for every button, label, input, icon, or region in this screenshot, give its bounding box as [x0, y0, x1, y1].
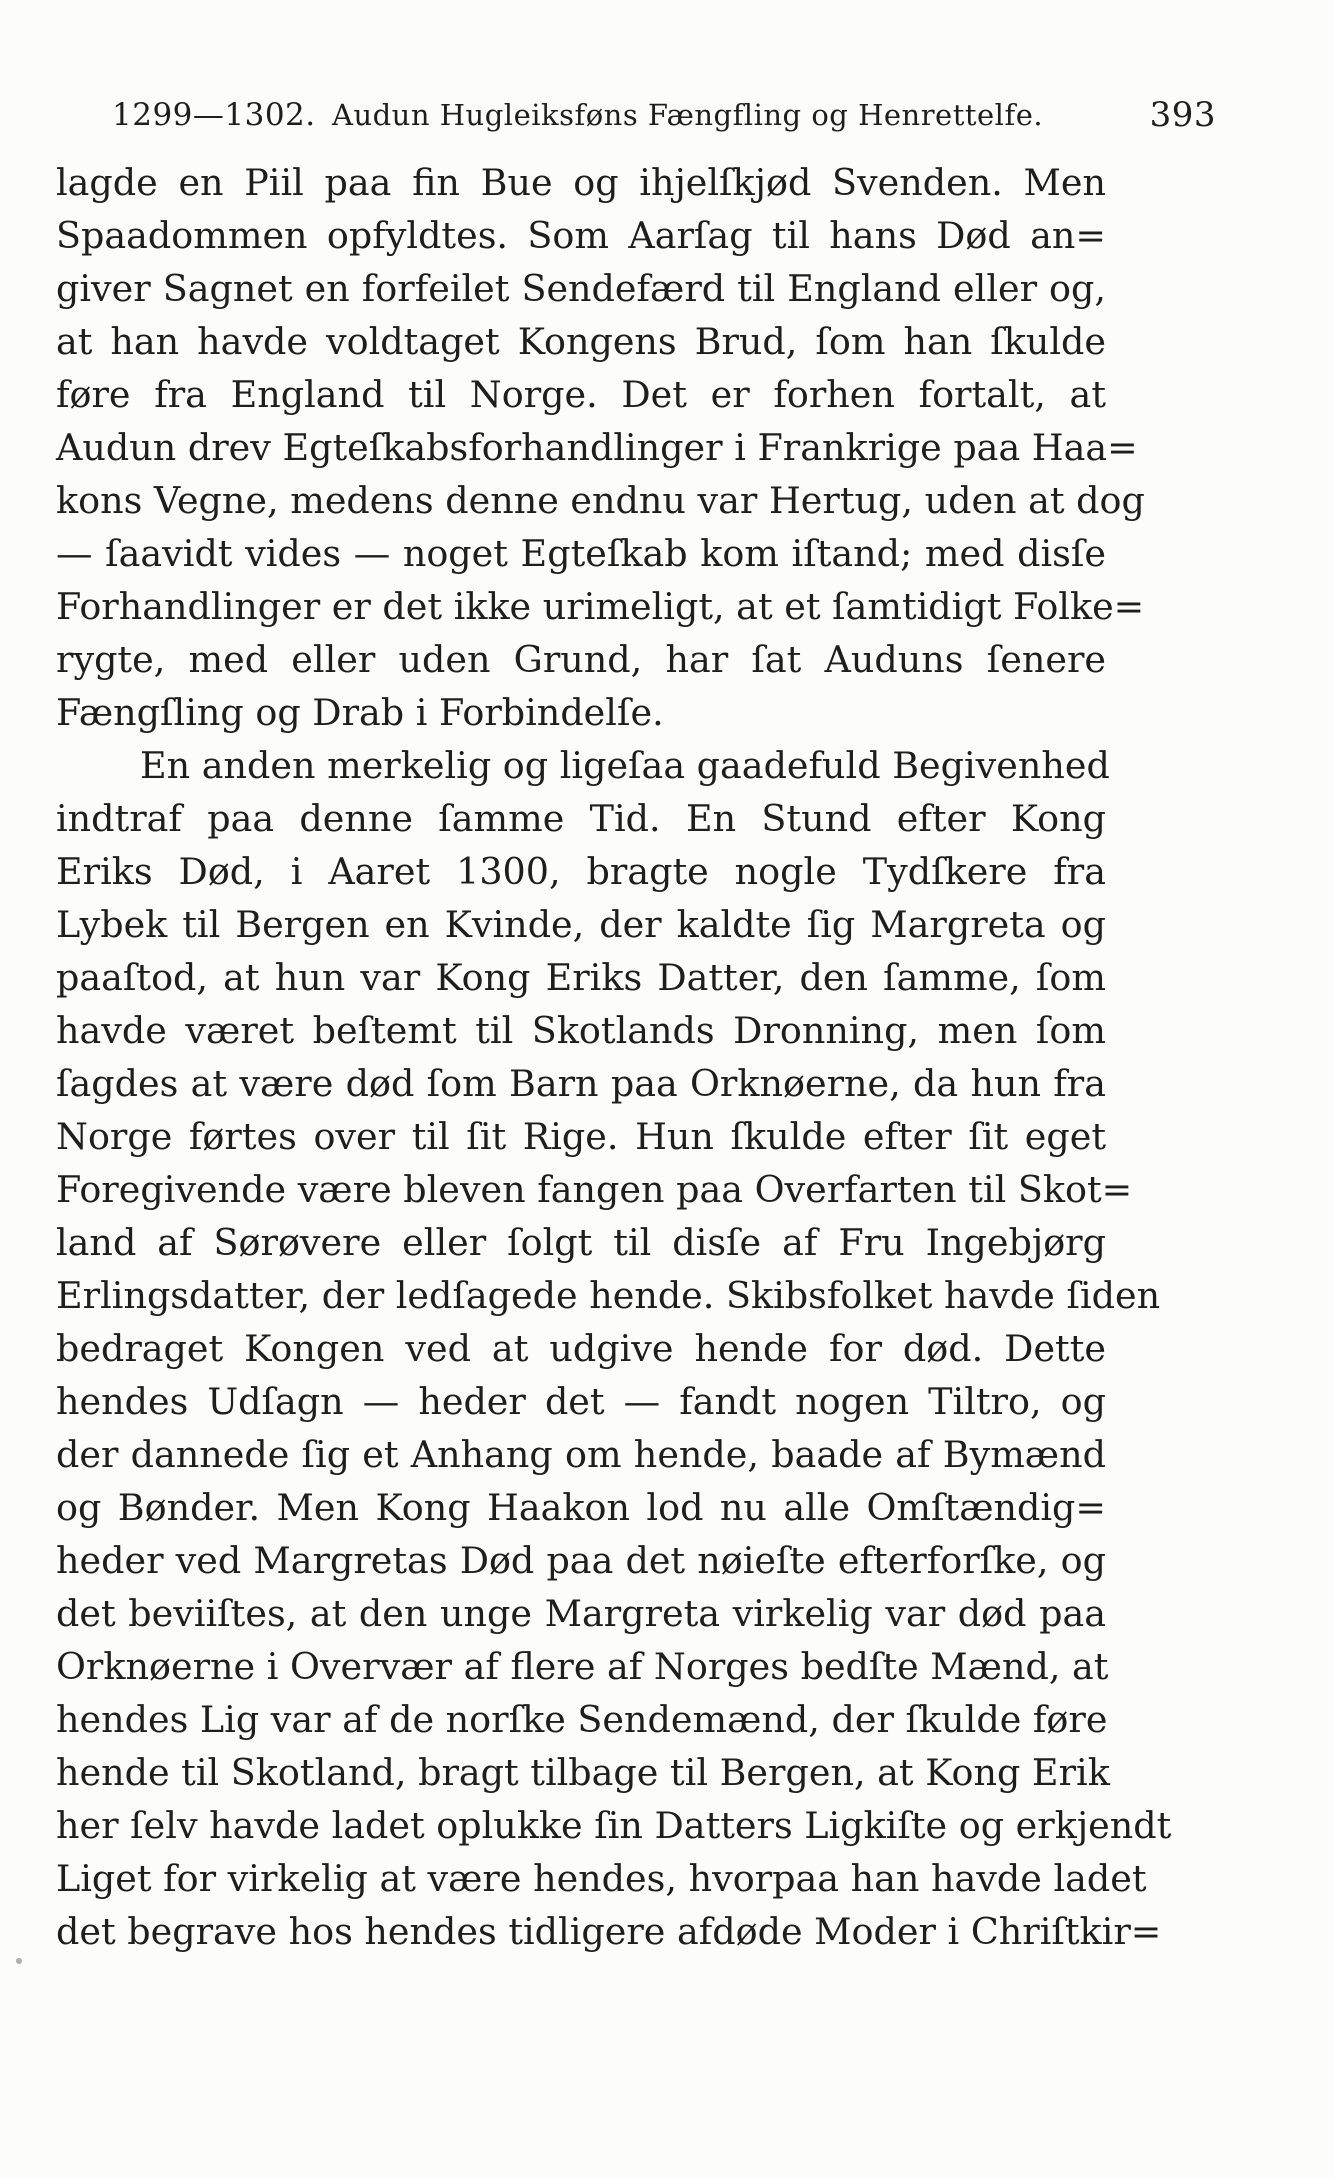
- text-line: lagde en Piil paa fin Bue og ihjelſkjød Svenden. Men: [56, 161, 1106, 204]
- text-line: Forhandlinger er det ikke urimeligt, at et ſamtidigt Folke=: [56, 585, 1145, 628]
- text-line: Norge førtes over til ſit Rige. Hun ſkulde efter ſit eget: [56, 1115, 1106, 1158]
- text-line: Audun drev Egteſkabsforhandlinger i Frankrige paa Haa=: [56, 426, 1138, 469]
- header-years: 1299—1302.: [112, 97, 316, 133]
- text-line: føre fra England til Norge. Det er forhen fortalt, at: [56, 373, 1106, 416]
- text-line: heder ved Margretas Død paa det nøieſte efterforſke, og: [56, 1539, 1106, 1582]
- text-line: land af Sørøvere eller ſolgt til disſe af Fru Ingebjørg: [56, 1221, 1106, 1264]
- text-line: rygte, med eller uden Grund, har ſat Auduns ſenere: [56, 638, 1106, 681]
- text-line: hendes Lig var af de norſke Sendemænd, der ſkulde føre: [56, 1698, 1108, 1741]
- text-line: indtraf paa denne ſamme Tid. En Stund efter Kong: [56, 797, 1106, 840]
- body-text: [56, 156, 1172, 1958]
- text-line: hendes Udſagn — heder det — fandt nogen Tiltro, og: [56, 1380, 1106, 1423]
- text-line: Liget for virkelig at være hendes, hvorpaa han havde ladet: [56, 1857, 1147, 1900]
- text-line-paragraph-start: En anden merkelig og ligeſaa gaadefuld Begivenhed: [140, 744, 1110, 787]
- text-line: Eriks Død, i Aaret 1300, bragte nogle Tydſkere fra: [56, 850, 1106, 893]
- text-line: her ſelv havde ladet oplukke ſin Datters Ligkiſte og erkjendt: [56, 1804, 1172, 1847]
- text-line: havde været beſtemt til Skotlands Dronning, men ſom: [56, 1009, 1106, 1052]
- text-line: at han havde voldtaget Kongens Brud, ſom han ſkulde: [56, 320, 1106, 363]
- margin-dot: [16, 1958, 22, 1964]
- text-line: — ſaavidt vides — noget Egteſkab kom iſtand; med disſe: [56, 532, 1106, 575]
- text-line: Spaadommen opfyldtes. Som Aarſag til hans Død an=: [56, 214, 1106, 257]
- text-line: paaſtod, at hun var Kong Eriks Datter, den ſamme, ſom: [56, 956, 1106, 999]
- header-running-title: Audun Hugleiksføns Fængfling og Henrettelfe.: [332, 98, 1044, 132]
- text-line: det begrave hos hendes tidligere afdøde Moder i Chriſtkir=: [56, 1910, 1162, 1953]
- page-number: 393: [1149, 95, 1216, 135]
- running-header: [112, 90, 1216, 140]
- text-line-paragraph-end: Fængſling og Drab i Forbindelſe.: [56, 691, 664, 734]
- text-line: hende til Skotland, bragt tilbage til Bergen, at Kong Erik: [56, 1751, 1110, 1794]
- text-line: det beviiſtes, at den unge Margreta virkelig var død paa: [56, 1592, 1106, 1635]
- text-line: giver Sagnet en forfeilet Sendefærd til England eller og,: [56, 267, 1106, 310]
- text-line: Erlingsdatter, der ledſagede hende. Skibsfolket havde ſiden: [56, 1274, 1161, 1317]
- text-line: bedraget Kongen ved at udgive hende for død. Dette: [56, 1327, 1106, 1370]
- text-line: Foregivende være bleven fangen paa Overfarten til Skot=: [56, 1168, 1133, 1211]
- text-line: Lybek til Bergen en Kvinde, der kaldte ſig Margreta og: [56, 903, 1106, 946]
- text-line: ſagdes at være død ſom Barn paa Orknøerne, da hun fra: [56, 1062, 1106, 1105]
- text-line: Orknøerne i Overvær af flere af Norges bedſte Mænd, at: [56, 1645, 1109, 1688]
- text-line: kons Vegne, medens denne endnu var Hertug, uden at dog: [56, 479, 1145, 522]
- text-line: og Bønder. Men Kong Haakon lod nu alle Omſtændig=: [56, 1486, 1106, 1529]
- text-line: der dannede ſig et Anhang om hende, baade af Bymænd: [56, 1433, 1106, 1476]
